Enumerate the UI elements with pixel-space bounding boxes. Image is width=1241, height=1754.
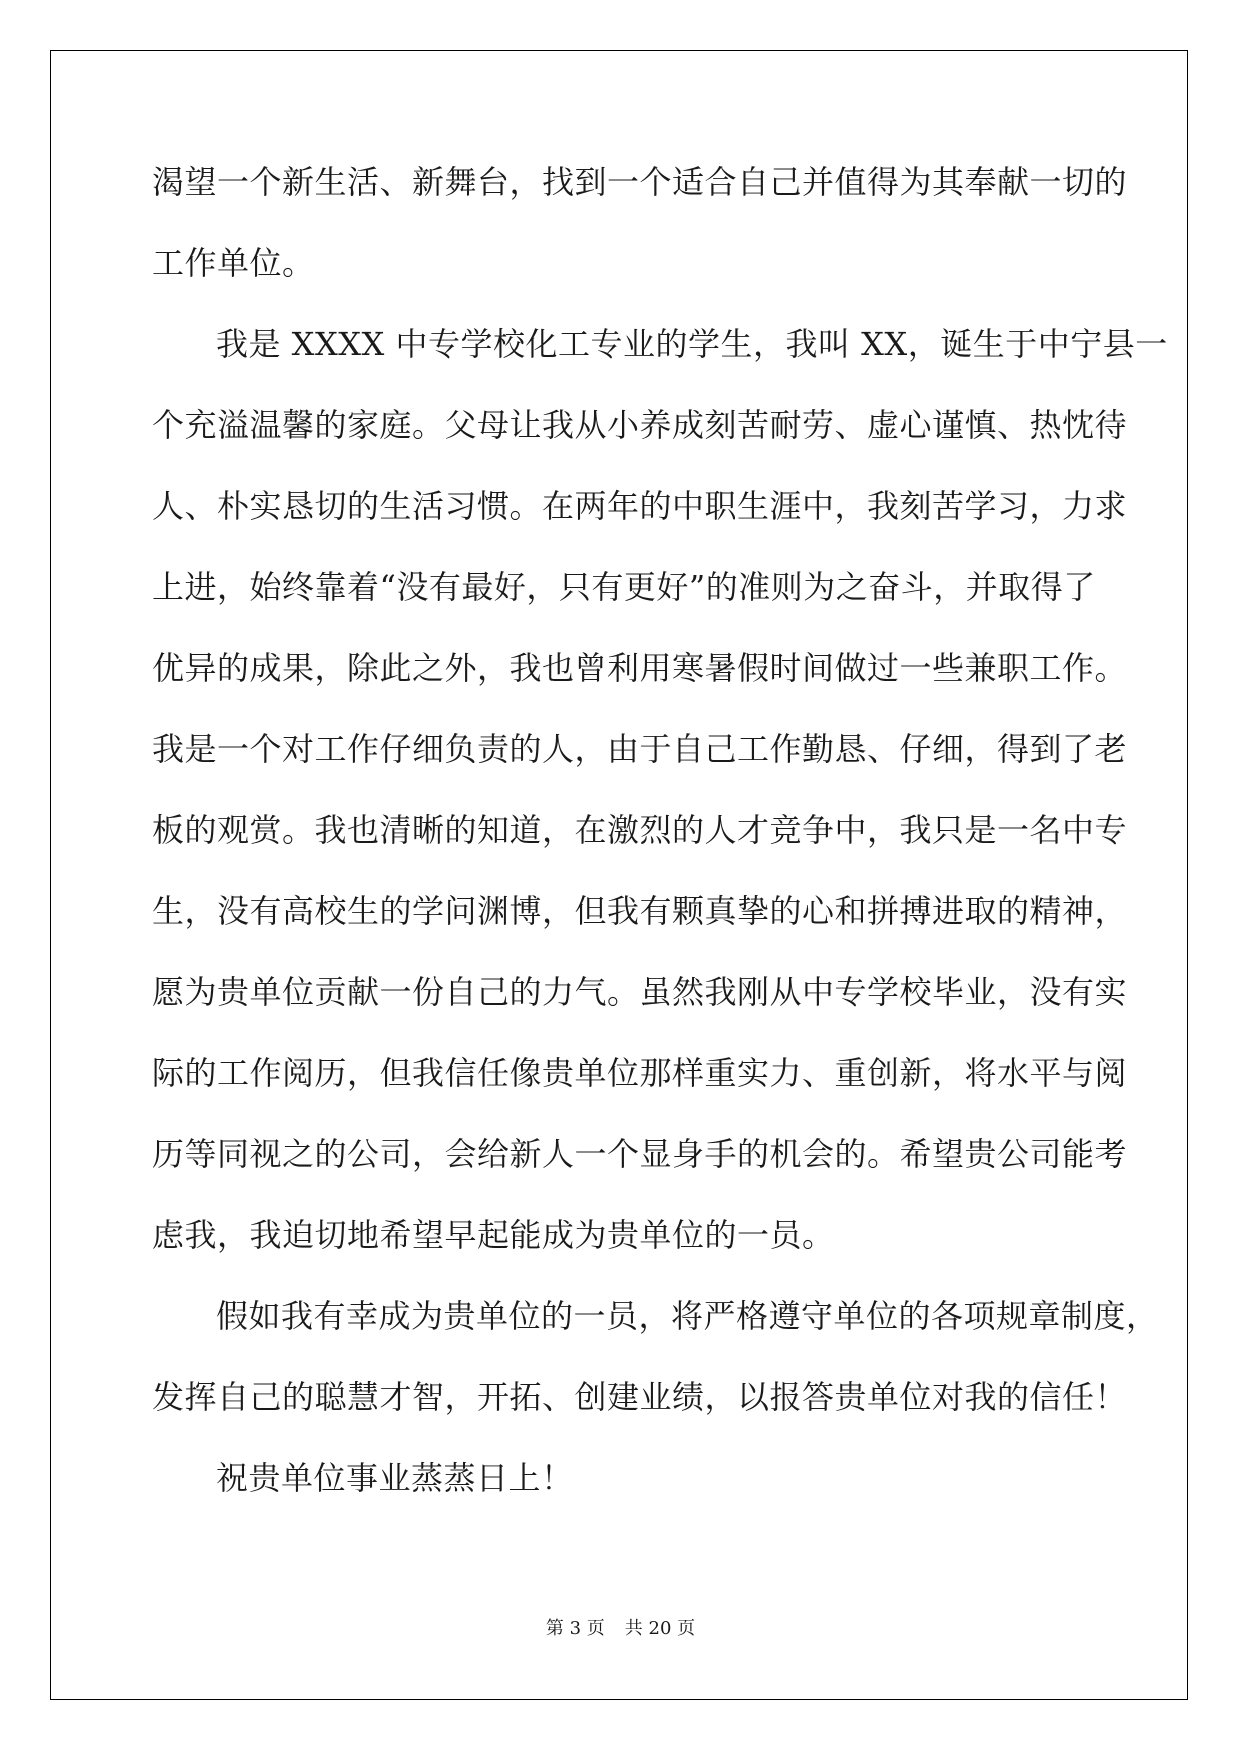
text-line: 虑我，我迫切地希望早起能成为贵单位的一员。 <box>152 1216 835 1254</box>
text-line: 祝贵单位事业蒸蒸日上！ <box>216 1459 574 1497</box>
text-line: 假如我有幸成为贵单位的一员，将严格遵守单位的各项规章制度， <box>216 1297 1159 1335</box>
text-line: 际的工作阅历，但我信任像贵单位那样重实力、重创新，将水平与阅 <box>152 1054 1128 1092</box>
text-line: 个充溢温馨的家庭。父母让我从小养成刻苦耐劳、虚心谨慎、热忱待 <box>152 406 1128 444</box>
page-footer <box>0 1614 1241 1640</box>
text-line: 人、朴实恳切的生活习惯。在两年的中职生涯中，我刻苦学习，力求 <box>152 487 1128 525</box>
text-line: 发挥自己的聪慧才智，开拓、创建业绩，以报答贵单位对我的信任！ <box>152 1378 1128 1416</box>
page-number: 第 3 页 <box>545 1618 605 1639</box>
text-line: 板的观赏。我也清晰的知道，在激烈的人才竞争中，我只是一名中专 <box>152 811 1128 849</box>
text-line: 生，没有高校生的学问渊博，但我有颗真挚的心和拼搏进取的精神， <box>152 892 1128 930</box>
page-total: 共 20 页 <box>624 1618 696 1639</box>
document-body <box>152 160 1168 1537</box>
text-line: 我是一个对工作仔细负责的人，由于自己工作勤恳、仔细，得到了老 <box>152 730 1128 768</box>
text-line: 优异的成果，除此之外，我也曾利用寒暑假时间做过一些兼职工作。 <box>152 649 1128 687</box>
text-line: 愿为贵单位贡献一份自己的力气。虽然我刚从中专学校毕业，没有实 <box>152 973 1128 1011</box>
text-line: 上进，始终靠着“没有最好，只有更好”的准则为之奋斗，并取得了 <box>152 568 1096 606</box>
text-line: 历等同视之的公司，会给新人一个显身手的机会的。希望贵公司能考 <box>152 1135 1128 1173</box>
text-line: 工作单位。 <box>152 244 315 282</box>
text-line: 渴望一个新生活、新舞台，找到一个适合自己并值得为其奉献一切的 <box>152 163 1128 201</box>
text-line: 我是 XXXX 中专学校化工专业的学生，我叫 XX，诞生于中宁县一 <box>216 325 1168 363</box>
